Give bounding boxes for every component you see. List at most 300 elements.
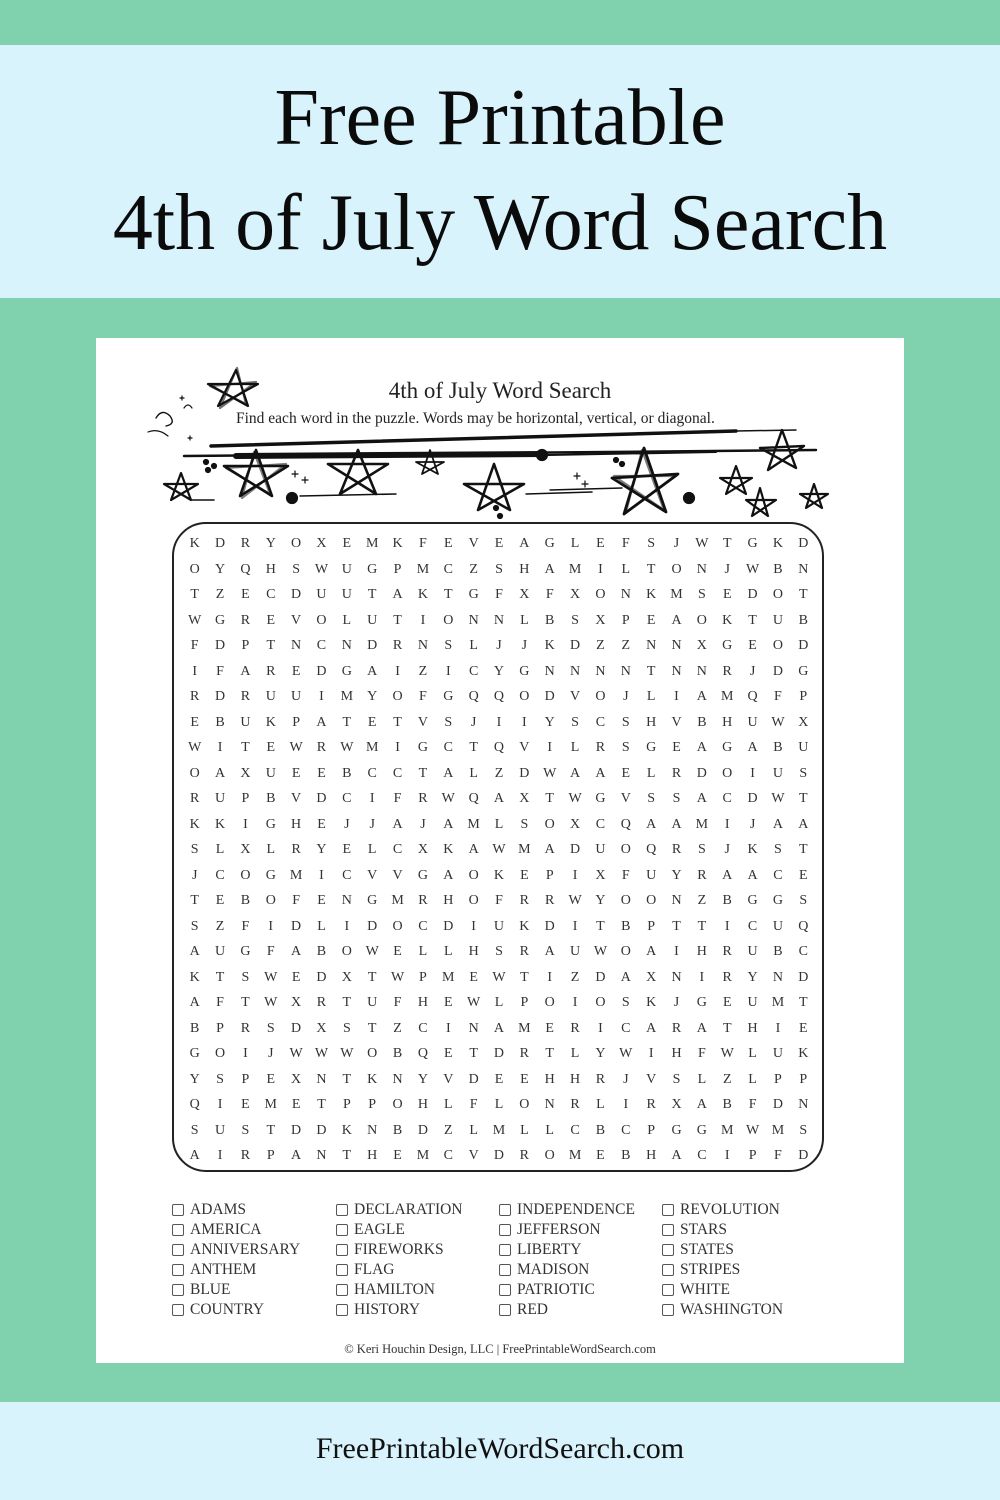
- grid-letter[interactable]: N: [468, 1020, 479, 1036]
- grid-letter[interactable]: X: [696, 638, 707, 653]
- grid-letter[interactable]: Z: [215, 918, 225, 934]
- grid-letter[interactable]: E: [722, 587, 732, 602]
- grid-letter[interactable]: B: [798, 612, 808, 628]
- grid-letter[interactable]: L: [443, 1097, 453, 1112]
- grid-letter[interactable]: K: [189, 816, 200, 832]
- grid-letter[interactable]: P: [368, 1097, 377, 1112]
- grid-letter[interactable]: U: [747, 944, 758, 959]
- grid-letter[interactable]: T: [799, 995, 808, 1010]
- checkbox[interactable]: [172, 1264, 184, 1276]
- grid-letter[interactable]: T: [266, 638, 276, 653]
- grid-letter[interactable]: M: [391, 893, 404, 908]
- grid-letter[interactable]: W: [264, 969, 278, 985]
- grid-letter[interactable]: N: [570, 663, 581, 679]
- grid-letter[interactable]: A: [240, 663, 251, 679]
- word-item[interactable]: [172, 1260, 342, 1280]
- grid-letter[interactable]: D: [316, 663, 327, 679]
- grid-letter[interactable]: J: [724, 842, 730, 857]
- grid-letter[interactable]: V: [646, 1071, 657, 1087]
- grid-letter[interactable]: M: [416, 561, 430, 577]
- grid-letter[interactable]: A: [443, 765, 454, 781]
- grid-letter[interactable]: E: [443, 1046, 453, 1061]
- grid-letter[interactable]: K: [189, 969, 200, 985]
- grid-letter[interactable]: F: [469, 1097, 478, 1112]
- grid-letter[interactable]: A: [747, 867, 758, 883]
- grid-letter[interactable]: W: [619, 1046, 633, 1061]
- grid-letter[interactable]: G: [468, 587, 479, 602]
- checkbox[interactable]: [336, 1304, 348, 1316]
- grid-letter[interactable]: M: [771, 1122, 785, 1138]
- grid-letter[interactable]: R: [671, 1020, 682, 1036]
- grid-letter[interactable]: O: [595, 689, 606, 704]
- grid-letter[interactable]: A: [544, 842, 555, 857]
- grid-letter[interactable]: O: [316, 612, 327, 628]
- grid-letter[interactable]: L: [367, 842, 377, 857]
- grid-letter[interactable]: P: [647, 1122, 656, 1138]
- checkbox[interactable]: [336, 1264, 348, 1276]
- grid-letter[interactable]: N: [392, 1071, 403, 1087]
- grid-letter[interactable]: F: [393, 791, 402, 806]
- grid-letter[interactable]: L: [342, 612, 352, 628]
- grid-letter[interactable]: I: [344, 918, 350, 934]
- grid-letter[interactable]: N: [646, 638, 657, 653]
- grid-letter[interactable]: A: [544, 561, 555, 577]
- grid-letter[interactable]: J: [369, 816, 375, 832]
- footer-url[interactable]: FreePrintableWordSearch.com: [315, 1432, 685, 1465]
- grid-letter[interactable]: C: [697, 1148, 707, 1163]
- grid-letter[interactable]: E: [266, 1071, 276, 1087]
- grid-letter[interactable]: E: [545, 1020, 554, 1036]
- grid-letter[interactable]: A: [291, 944, 302, 959]
- grid-letter[interactable]: Z: [570, 969, 580, 985]
- word-item[interactable]: [662, 1240, 832, 1260]
- grid-letter[interactable]: S: [520, 816, 529, 832]
- word-item[interactable]: [499, 1240, 669, 1260]
- word-item[interactable]: [172, 1200, 342, 1220]
- grid-letter[interactable]: E: [520, 1071, 529, 1087]
- grid-letter[interactable]: H: [570, 1071, 581, 1087]
- grid-letter[interactable]: I: [775, 1020, 781, 1036]
- grid-letter[interactable]: E: [494, 1071, 504, 1087]
- grid-letter[interactable]: A: [696, 1020, 707, 1036]
- grid-letter[interactable]: U: [265, 765, 276, 781]
- grid-letter[interactable]: E: [596, 536, 605, 551]
- grid-letter[interactable]: S: [571, 714, 579, 730]
- grid-letter[interactable]: U: [570, 944, 581, 959]
- grid-letter[interactable]: O: [291, 536, 302, 551]
- grid-letter[interactable]: E: [596, 1148, 605, 1163]
- grid-letter[interactable]: C: [443, 740, 453, 755]
- grid-letter[interactable]: D: [570, 842, 581, 857]
- grid-letter[interactable]: X: [291, 1071, 302, 1087]
- grid-letter[interactable]: A: [519, 536, 530, 551]
- grid-letter[interactable]: B: [773, 740, 783, 755]
- grid-letter[interactable]: I: [572, 995, 578, 1010]
- grid-letter[interactable]: E: [799, 867, 808, 883]
- grid-letter[interactable]: R: [545, 893, 555, 908]
- grid-letter[interactable]: P: [774, 1071, 782, 1087]
- grid-letter[interactable]: R: [722, 663, 732, 679]
- grid-letter[interactable]: I: [572, 867, 578, 883]
- grid-letter[interactable]: E: [443, 995, 453, 1010]
- grid-letter[interactable]: D: [367, 638, 378, 653]
- grid-letter[interactable]: B: [266, 791, 276, 806]
- grid-letter[interactable]: B: [215, 714, 225, 730]
- grid-letter[interactable]: G: [747, 893, 758, 908]
- grid-letter[interactable]: F: [292, 893, 301, 908]
- grid-letter[interactable]: G: [696, 1122, 707, 1138]
- grid-letter[interactable]: S: [621, 740, 630, 755]
- grid-letter[interactable]: G: [747, 536, 758, 551]
- grid-letter[interactable]: J: [268, 1046, 274, 1061]
- grid-letter[interactable]: E: [291, 1097, 301, 1112]
- grid-letter[interactable]: J: [344, 816, 350, 832]
- grid-letter[interactable]: S: [495, 561, 503, 577]
- grid-letter[interactable]: P: [748, 1148, 757, 1163]
- grid-letter[interactable]: A: [316, 714, 327, 730]
- grid-letter[interactable]: H: [671, 1046, 682, 1061]
- grid-letter[interactable]: L: [570, 536, 580, 551]
- grid-letter[interactable]: T: [443, 587, 453, 602]
- grid-letter[interactable]: C: [392, 842, 403, 857]
- grid-letter[interactable]: A: [189, 1148, 200, 1163]
- word-item[interactable]: [499, 1220, 669, 1240]
- grid-letter[interactable]: X: [570, 587, 581, 602]
- grid-letter[interactable]: Q: [468, 791, 479, 806]
- grid-letter[interactable]: R: [595, 740, 606, 755]
- grid-letter[interactable]: H: [468, 944, 479, 959]
- grid-letter[interactable]: D: [493, 1148, 505, 1163]
- grid-letter[interactable]: W: [264, 995, 278, 1010]
- grid-letter[interactable]: O: [392, 918, 403, 934]
- word-item[interactable]: [336, 1300, 506, 1320]
- grid-letter[interactable]: N: [493, 612, 505, 628]
- grid-letter[interactable]: W: [467, 995, 481, 1010]
- grid-letter[interactable]: E: [672, 740, 681, 755]
- grid-letter[interactable]: T: [367, 969, 377, 985]
- grid-letter[interactable]: R: [418, 791, 428, 806]
- grid-letter[interactable]: C: [418, 1020, 428, 1036]
- grid-letter[interactable]: I: [217, 740, 223, 755]
- grid-letter[interactable]: H: [646, 1148, 657, 1163]
- grid-letter[interactable]: T: [266, 1122, 276, 1138]
- checkbox[interactable]: [499, 1244, 511, 1256]
- grid-letter[interactable]: V: [519, 740, 530, 755]
- grid-letter[interactable]: H: [544, 1071, 555, 1087]
- grid-letter[interactable]: P: [241, 791, 250, 806]
- grid-letter[interactable]: D: [214, 638, 226, 653]
- grid-letter[interactable]: N: [671, 663, 682, 679]
- grid-letter[interactable]: W: [492, 969, 506, 985]
- grid-letter[interactable]: T: [367, 587, 377, 602]
- grid-letter[interactable]: I: [724, 918, 730, 934]
- grid-letter[interactable]: L: [748, 1071, 757, 1087]
- grid-letter[interactable]: W: [745, 1122, 760, 1138]
- grid-letter[interactable]: W: [720, 1046, 734, 1061]
- grid-letter[interactable]: B: [392, 1122, 403, 1138]
- grid-letter[interactable]: M: [568, 561, 582, 577]
- grid-letter[interactable]: J: [623, 1071, 629, 1087]
- grid-letter[interactable]: L: [494, 995, 504, 1010]
- grid-letter[interactable]: S: [697, 842, 706, 857]
- grid-letter[interactable]: M: [771, 995, 785, 1010]
- grid-letter[interactable]: S: [647, 536, 656, 551]
- grid-letter[interactable]: N: [671, 969, 682, 985]
- word-item[interactable]: [662, 1280, 832, 1300]
- grid-letter[interactable]: S: [697, 587, 706, 602]
- grid-letter[interactable]: T: [722, 536, 732, 551]
- grid-letter[interactable]: S: [571, 612, 579, 628]
- grid-letter[interactable]: T: [190, 587, 199, 602]
- grid-letter[interactable]: Y: [265, 536, 276, 551]
- grid-letter[interactable]: I: [445, 1020, 451, 1036]
- grid-letter[interactable]: C: [798, 944, 808, 959]
- grid-letter[interactable]: L: [494, 1097, 504, 1112]
- grid-letter[interactable]: E: [266, 612, 276, 628]
- grid-letter[interactable]: S: [672, 1071, 681, 1087]
- grid-letter[interactable]: N: [316, 1148, 327, 1163]
- grid-letter[interactable]: S: [190, 918, 199, 934]
- grid-letter[interactable]: D: [772, 1097, 783, 1112]
- grid-letter[interactable]: R: [697, 867, 707, 883]
- grid-letter[interactable]: C: [621, 1122, 631, 1138]
- grid-letter[interactable]: L: [520, 1122, 529, 1138]
- grid-letter[interactable]: O: [341, 944, 352, 959]
- grid-letter[interactable]: S: [241, 1122, 250, 1138]
- grid-letter[interactable]: V: [620, 791, 631, 806]
- checkbox[interactable]: [662, 1304, 674, 1316]
- grid-letter[interactable]: J: [673, 995, 680, 1010]
- grid-letter[interactable]: V: [671, 714, 682, 730]
- grid-letter[interactable]: I: [217, 1148, 223, 1163]
- grid-letter[interactable]: L: [570, 740, 580, 755]
- grid-letter[interactable]: T: [241, 995, 250, 1010]
- grid-letter[interactable]: K: [493, 867, 505, 883]
- grid-letter[interactable]: V: [570, 689, 581, 704]
- grid-letter[interactable]: C: [570, 1122, 580, 1138]
- grid-letter[interactable]: B: [545, 612, 555, 628]
- grid-letter[interactable]: D: [519, 765, 530, 781]
- grid-letter[interactable]: R: [519, 1046, 530, 1061]
- grid-letter[interactable]: T: [393, 714, 402, 730]
- grid-letter[interactable]: P: [647, 918, 656, 934]
- grid-letter[interactable]: I: [395, 740, 400, 755]
- grid-letter[interactable]: E: [520, 867, 529, 883]
- grid-letter[interactable]: Y: [189, 1071, 200, 1087]
- grid-letter[interactable]: R: [190, 791, 200, 806]
- grid-letter[interactable]: V: [468, 1148, 479, 1163]
- grid-letter[interactable]: N: [671, 893, 682, 908]
- grid-letter[interactable]: J: [496, 638, 502, 653]
- grid-letter[interactable]: I: [319, 689, 324, 704]
- grid-letter[interactable]: O: [189, 561, 200, 577]
- grid-letter[interactable]: O: [772, 638, 783, 653]
- grid-letter[interactable]: S: [190, 842, 199, 857]
- checkbox[interactable]: [499, 1284, 511, 1296]
- grid-letter[interactable]: L: [266, 842, 276, 857]
- grid-letter[interactable]: K: [646, 587, 657, 602]
- grid-letter[interactable]: C: [342, 867, 352, 883]
- grid-letter[interactable]: M: [467, 816, 480, 832]
- grid-letter[interactable]: G: [722, 740, 733, 755]
- grid-letter[interactable]: I: [522, 714, 527, 730]
- grid-letter[interactable]: N: [798, 1097, 809, 1112]
- grid-letter[interactable]: Z: [418, 663, 428, 679]
- grid-letter[interactable]: Y: [417, 1071, 428, 1087]
- grid-letter[interactable]: I: [496, 714, 502, 730]
- grid-letter[interactable]: J: [749, 816, 756, 832]
- grid-letter[interactable]: G: [367, 561, 378, 577]
- grid-letter[interactable]: D: [214, 689, 226, 704]
- grid-letter[interactable]: Y: [544, 714, 555, 730]
- grid-letter[interactable]: W: [289, 1046, 303, 1061]
- grid-letter[interactable]: T: [469, 1046, 478, 1061]
- grid-letter[interactable]: O: [519, 1097, 530, 1112]
- grid-letter[interactable]: O: [595, 995, 606, 1010]
- grid-letter[interactable]: E: [393, 944, 402, 959]
- grid-letter[interactable]: F: [697, 1046, 706, 1061]
- grid-letter[interactable]: F: [419, 536, 427, 551]
- grid-letter[interactable]: D: [316, 791, 327, 806]
- grid-letter[interactable]: C: [595, 816, 606, 832]
- grid-letter[interactable]: L: [596, 1097, 605, 1112]
- grid-letter[interactable]: D: [544, 689, 555, 704]
- grid-letter[interactable]: L: [697, 1071, 707, 1087]
- checkbox[interactable]: [662, 1284, 674, 1296]
- grid-letter[interactable]: J: [673, 536, 680, 551]
- grid-letter[interactable]: U: [772, 918, 783, 934]
- grid-letter[interactable]: A: [595, 765, 606, 781]
- word-item[interactable]: [662, 1300, 832, 1320]
- grid-letter[interactable]: W: [390, 969, 405, 985]
- grid-letter[interactable]: E: [621, 765, 631, 781]
- grid-letter[interactable]: Q: [468, 689, 479, 704]
- grid-letter[interactable]: Q: [417, 1046, 428, 1061]
- grid-letter[interactable]: K: [772, 536, 783, 551]
- grid-letter[interactable]: G: [443, 689, 454, 704]
- grid-letter[interactable]: R: [240, 536, 251, 551]
- grid-letter[interactable]: G: [417, 867, 428, 883]
- grid-letter[interactable]: E: [317, 816, 326, 832]
- grid-letter[interactable]: O: [443, 612, 454, 628]
- grid-letter[interactable]: B: [190, 1020, 200, 1036]
- grid-letter[interactable]: O: [519, 689, 530, 704]
- grid-letter[interactable]: R: [671, 765, 682, 781]
- grid-letter[interactable]: X: [240, 842, 251, 857]
- grid-letter[interactable]: C: [367, 765, 377, 781]
- grid-letter[interactable]: H: [367, 1148, 378, 1163]
- grid-letter[interactable]: X: [240, 765, 251, 781]
- grid-letter[interactable]: T: [342, 714, 352, 730]
- grid-letter[interactable]: T: [241, 740, 250, 755]
- grid-letter[interactable]: B: [722, 893, 732, 908]
- word-item[interactable]: [336, 1280, 506, 1300]
- grid-letter[interactable]: Z: [393, 1020, 402, 1036]
- grid-letter[interactable]: M: [721, 689, 734, 704]
- word-item[interactable]: [662, 1220, 832, 1240]
- grid-letter[interactable]: D: [544, 918, 555, 934]
- grid-letter[interactable]: E: [291, 765, 301, 781]
- grid-letter[interactable]: I: [471, 918, 476, 934]
- grid-letter[interactable]: M: [518, 842, 531, 857]
- grid-letter[interactable]: T: [596, 918, 605, 934]
- grid-letter[interactable]: T: [545, 1046, 554, 1061]
- grid-letter[interactable]: J: [749, 663, 756, 679]
- grid-letter[interactable]: T: [393, 612, 402, 628]
- grid-letter[interactable]: L: [469, 1122, 478, 1138]
- grid-letter[interactable]: H: [646, 714, 657, 730]
- grid-letter[interactable]: X: [595, 612, 606, 628]
- grid-letter[interactable]: T: [317, 1097, 326, 1112]
- grid-letter[interactable]: X: [595, 867, 606, 883]
- grid-letter[interactable]: Y: [671, 867, 682, 883]
- grid-letter[interactable]: N: [367, 1122, 378, 1138]
- grid-letter[interactable]: N: [316, 1071, 327, 1087]
- grid-letter[interactable]: O: [620, 944, 631, 959]
- grid-letter[interactable]: X: [341, 969, 352, 985]
- checkbox[interactable]: [499, 1264, 511, 1276]
- grid-letter[interactable]: W: [543, 765, 557, 781]
- grid-letter[interactable]: J: [470, 714, 477, 730]
- grid-letter[interactable]: V: [468, 536, 479, 551]
- grid-letter[interactable]: W: [695, 536, 709, 551]
- grid-letter[interactable]: I: [420, 612, 426, 628]
- grid-letter[interactable]: I: [572, 918, 578, 934]
- grid-letter[interactable]: M: [670, 587, 683, 602]
- grid-letter[interactable]: O: [392, 1097, 403, 1112]
- grid-letter[interactable]: W: [771, 714, 785, 730]
- grid-letter[interactable]: O: [620, 842, 631, 857]
- word-item[interactable]: [662, 1200, 832, 1220]
- grid-letter[interactable]: T: [672, 918, 681, 934]
- grid-letter[interactable]: I: [724, 816, 730, 832]
- grid-letter[interactable]: F: [774, 1148, 782, 1163]
- grid-letter[interactable]: D: [570, 638, 581, 653]
- grid-letter[interactable]: W: [365, 944, 379, 959]
- grid-letter[interactable]: G: [240, 944, 251, 959]
- grid-letter[interactable]: D: [291, 587, 302, 602]
- grid-letter[interactable]: W: [745, 561, 760, 577]
- grid-letter[interactable]: I: [547, 740, 553, 755]
- grid-letter[interactable]: N: [341, 893, 352, 908]
- grid-letter[interactable]: A: [671, 612, 682, 628]
- grid-letter[interactable]: X: [316, 1020, 327, 1036]
- grid-letter[interactable]: S: [799, 765, 808, 781]
- grid-letter[interactable]: E: [722, 995, 732, 1010]
- grid-letter[interactable]: E: [291, 663, 301, 679]
- grid-letter[interactable]: W: [340, 740, 354, 755]
- grid-letter[interactable]: B: [342, 765, 352, 781]
- grid-letter[interactable]: A: [620, 969, 631, 985]
- grid-letter[interactable]: C: [722, 791, 732, 806]
- checkbox[interactable]: [662, 1204, 674, 1216]
- grid-letter[interactable]: O: [772, 587, 783, 602]
- grid-letter[interactable]: Z: [596, 638, 605, 653]
- grid-letter[interactable]: C: [595, 714, 606, 730]
- grid-letter[interactable]: L: [570, 1046, 580, 1061]
- grid-letter[interactable]: E: [266, 740, 276, 755]
- grid-letter[interactable]: U: [265, 689, 276, 704]
- checkbox[interactable]: [499, 1204, 511, 1216]
- grid-letter[interactable]: I: [217, 1097, 223, 1112]
- grid-letter[interactable]: P: [799, 1071, 808, 1087]
- grid-letter[interactable]: I: [319, 867, 324, 883]
- grid-letter[interactable]: U: [747, 995, 758, 1010]
- grid-letter[interactable]: U: [341, 561, 352, 577]
- grid-letter[interactable]: P: [216, 1020, 224, 1036]
- grid-letter[interactable]: O: [367, 1046, 378, 1061]
- grid-letter[interactable]: I: [623, 1097, 629, 1112]
